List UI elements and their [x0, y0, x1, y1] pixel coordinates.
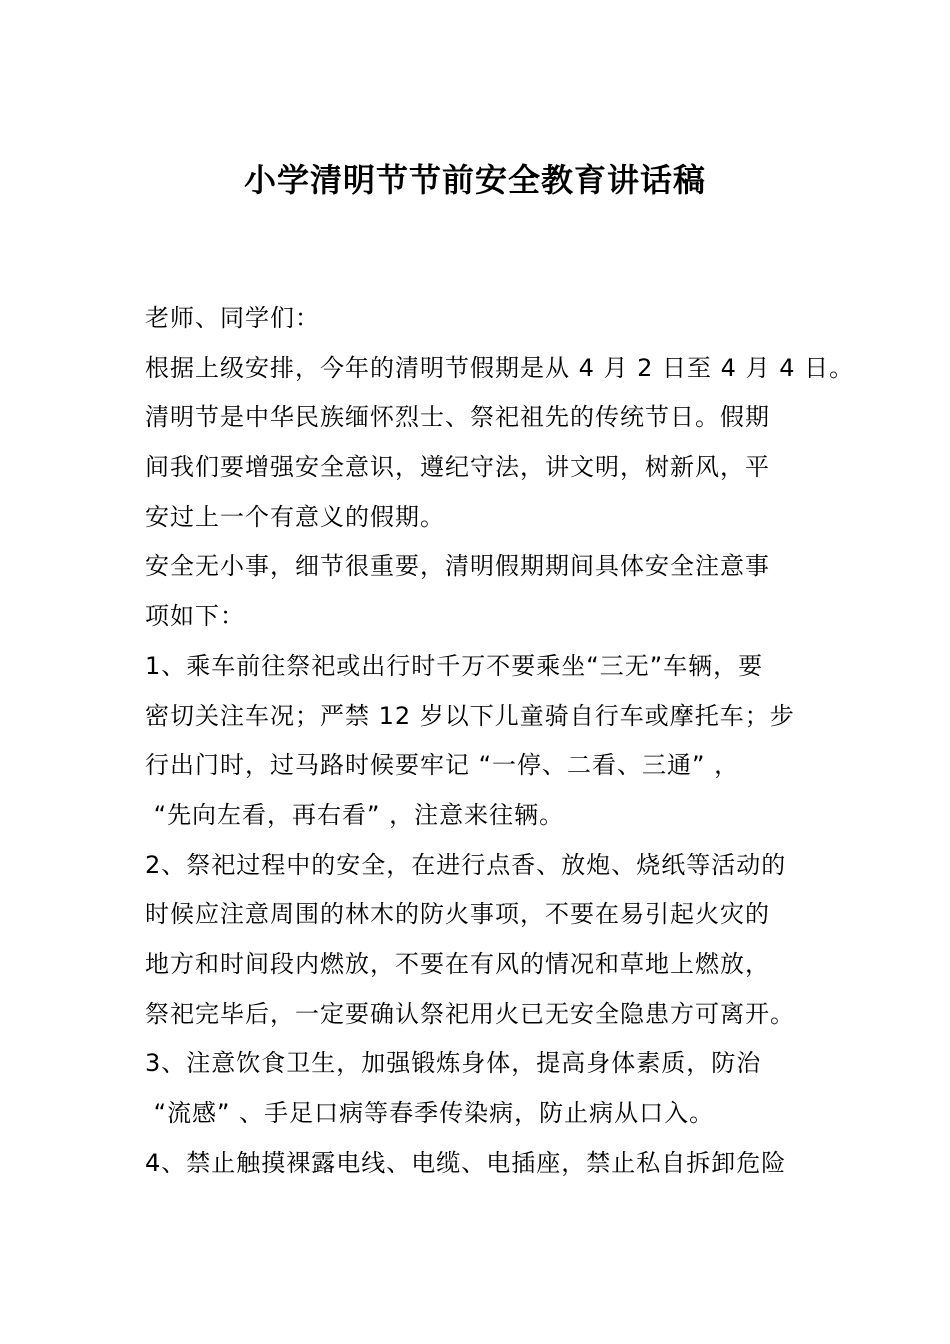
- body-line: 4、禁止触摸裸露电线、电缆、电插座，禁止私自拆卸危险: [145, 1148, 787, 1177]
- body-line: “先向左看，再右看” ，注意来往辆。: [145, 800, 565, 829]
- body-line: 老师、同学们：: [145, 304, 320, 332]
- body-line: 地方和时间段内燃放，不要在有风的情况和草地上燃放，: [145, 949, 770, 978]
- body-line: 安过上一个有意义的假期。: [145, 502, 445, 531]
- body-line: 根据上级安排，今年的清明节假期是从 4 月 2 日至 4 月 4 日。: [145, 353, 855, 382]
- body-line: 3、注意饮食卫生，加强锻炼身体，提高身体素质，防治: [145, 1049, 762, 1078]
- body-line: 间我们要增强安全意识，遵纪守法，讲文明，树新风，平: [145, 453, 770, 482]
- body-line: 项如下：: [145, 602, 245, 631]
- body-line: 清明节是中华民族缅怀烈士、祭祀祖先的传统节日。假期: [145, 403, 770, 432]
- body-line: 行出门时，过马路时候要牢记 “一停、二看、三通” ，: [145, 751, 740, 780]
- document-title: 小学清明节节前安全教育讲话稿: [243, 161, 706, 199]
- body-line: 祭祀完毕后，一定要确认祭祀用火已无安全隐患方可离开。: [145, 999, 795, 1028]
- body-line: 时候应注意周围的林木的防火事项，不要在易引起火灾的: [145, 900, 770, 929]
- body-line: 安全无小事，细节很重要，清明假期期间具体安全注意事: [145, 552, 770, 581]
- body-line: 密切关注车况；严禁 12 岁以下儿童骑自行车或摩托车；步: [145, 701, 795, 730]
- body-line: “流感” 、手足口病等春季传染病，防止病从口入。: [145, 1099, 715, 1127]
- body-line: 2、祭祀过程中的安全，在进行点香、放炮、烧纸等活动的: [145, 850, 787, 879]
- body-line: 1、乘车前往祭祀或出行时千万不要乘坐“三无”车辆，要: [145, 651, 764, 680]
- document-body: [145, 294, 855, 1188]
